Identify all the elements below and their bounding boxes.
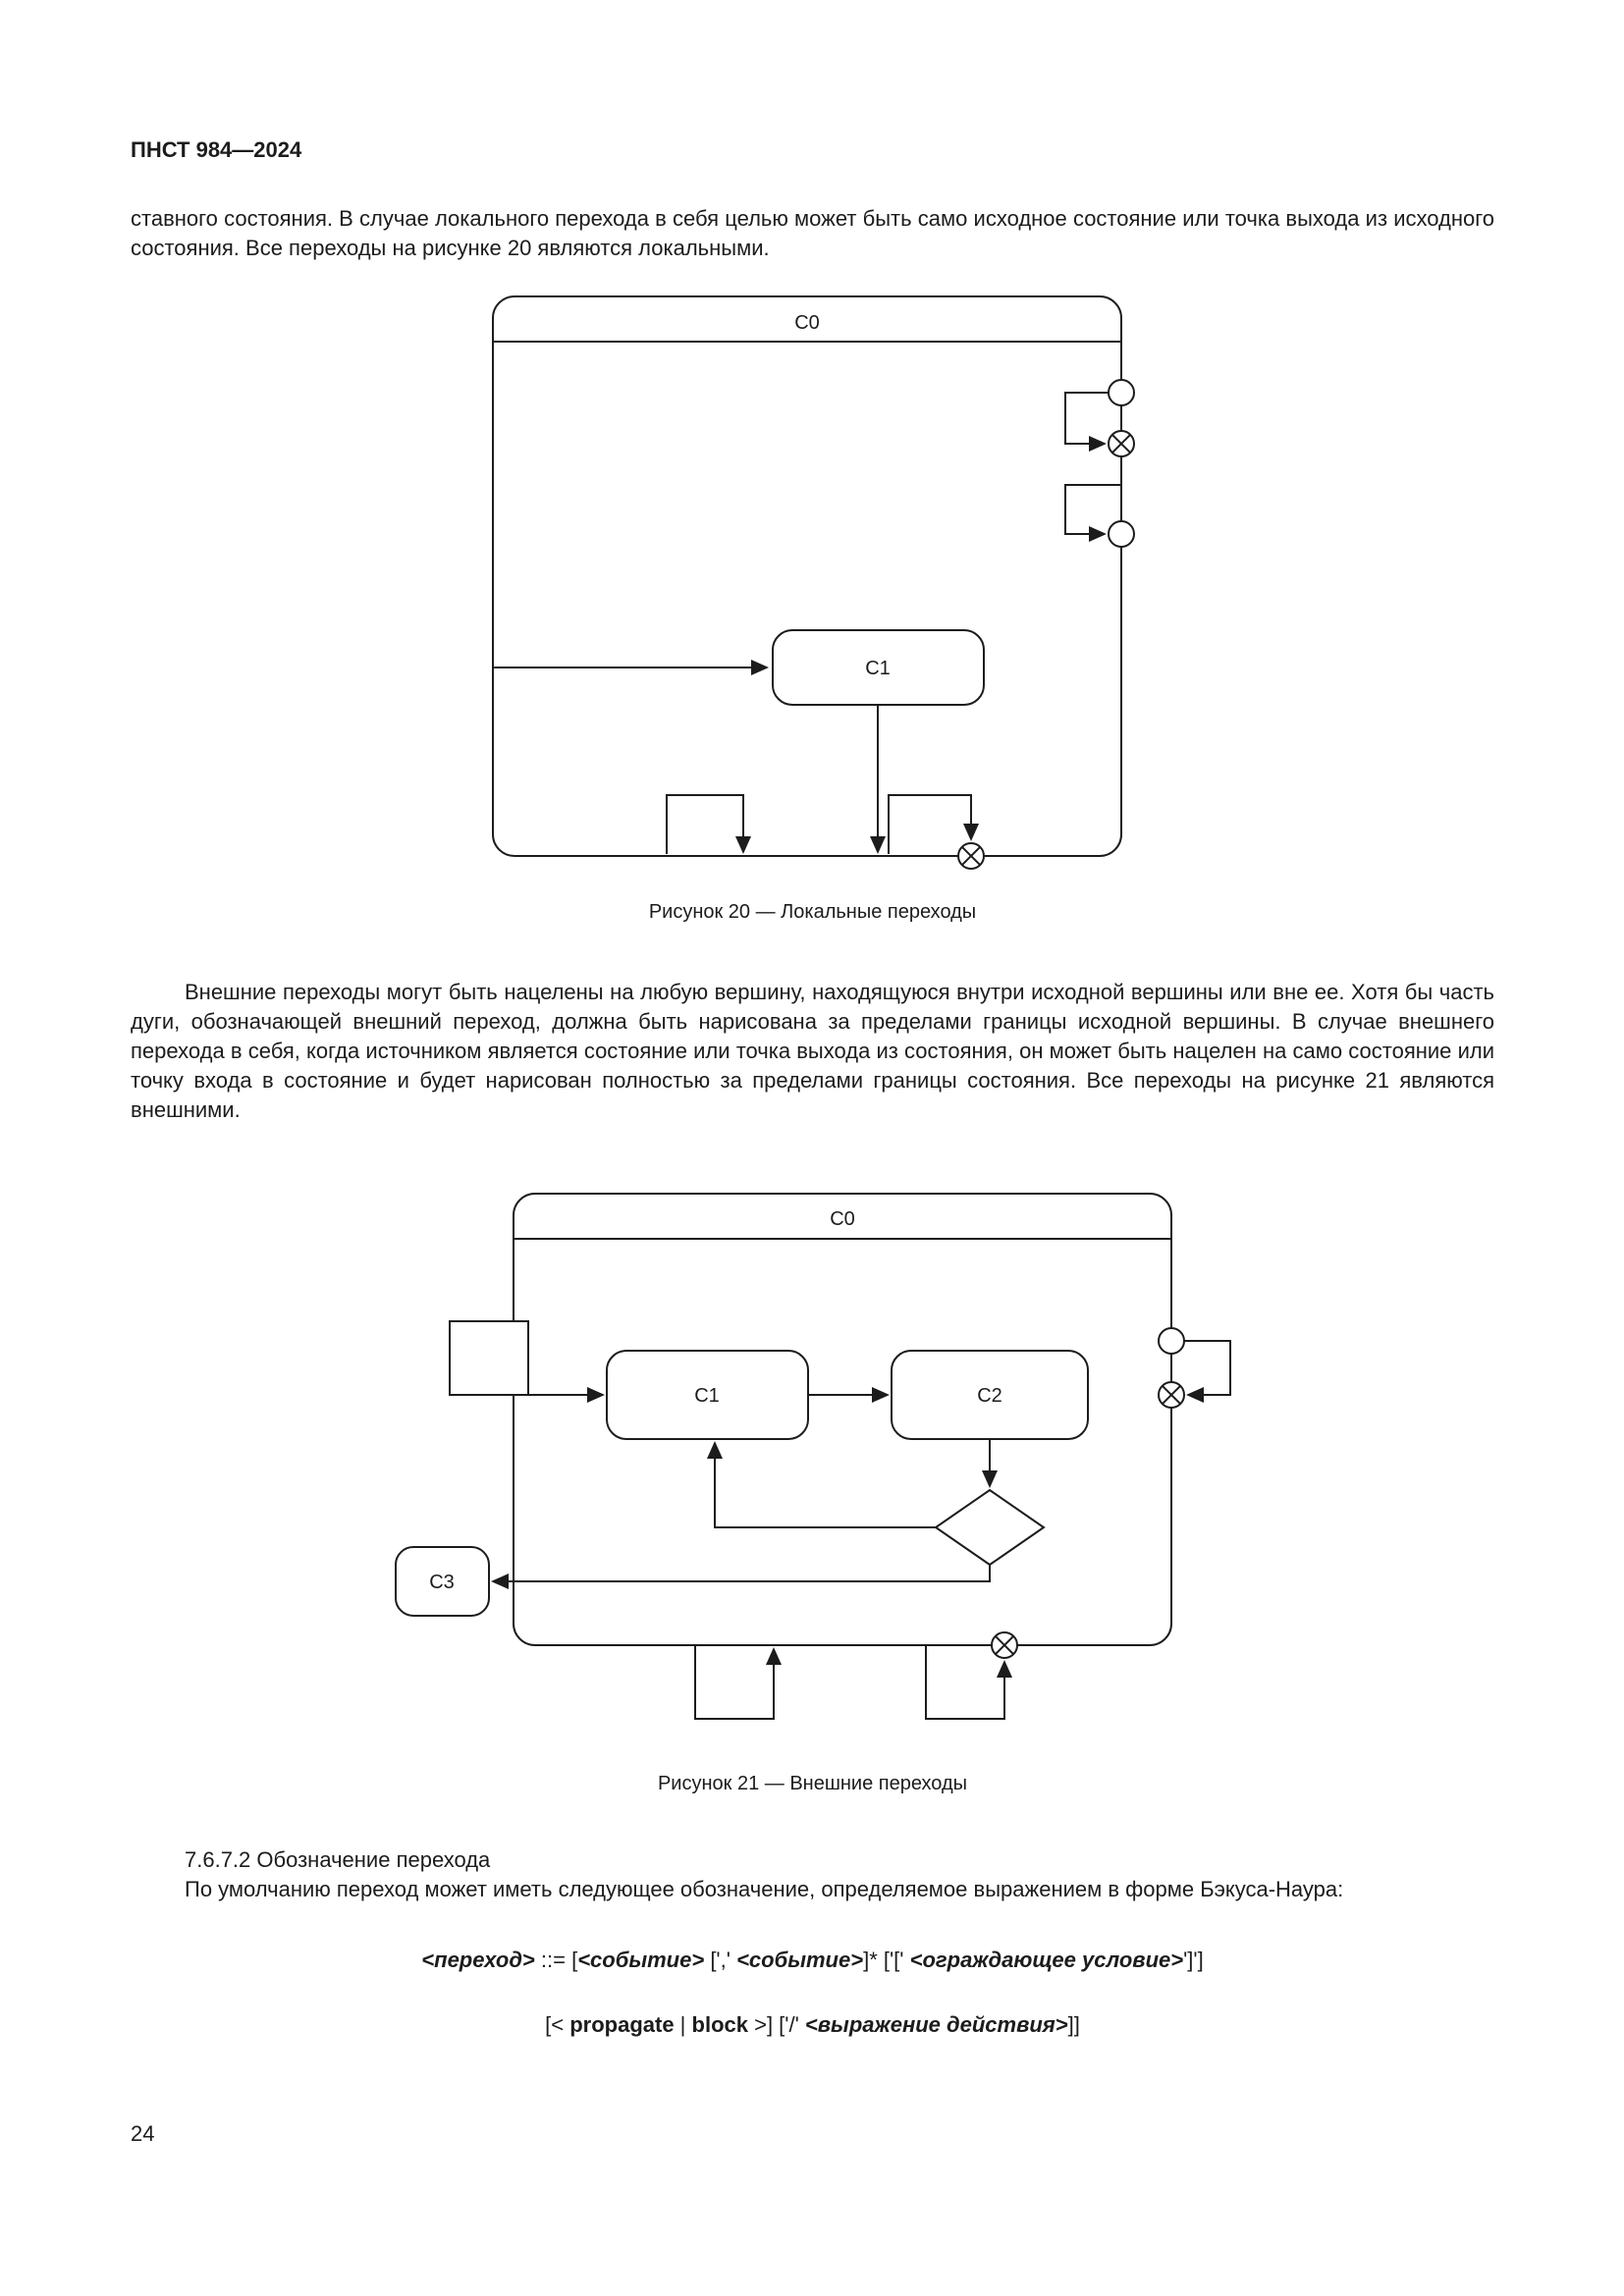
paragraph-3: По умолчанию переход может иметь следующее обозначение, определяемое выражением в форме Бэкуса-Наура: xyxy=(185,1877,1344,1901)
state-c3-label: C3 xyxy=(428,1572,455,1593)
figure-20-diagram xyxy=(489,293,1137,874)
figure-20-caption: Рисунок 20 — Локальные переходы xyxy=(648,901,977,923)
exit-point-bottom xyxy=(992,1632,1017,1658)
bnf-expression-line-1 xyxy=(131,1946,1494,1975)
bnf-token: ::= [ xyxy=(534,1948,578,1972)
bnf-token: <выражение действия> xyxy=(804,2012,1068,2037)
page-number: 24 xyxy=(131,2121,155,2146)
figure-21-caption: Рисунок 21 — Внешние переходы xyxy=(657,1773,968,1794)
transition-self-loop-bottom-left xyxy=(695,1645,774,1719)
bnf-token: propagate xyxy=(569,2012,675,2037)
transition-loop-to-exit-bottom xyxy=(926,1645,1004,1719)
paragraph-2: Внешние переходы могут быть нацелены на любую вершину, находящуюся внутри исходной вершины или вне ее. Хотя бы часть дуги, обозначающей внешний переход, должна быть нарисована за пределами границы исходной вершины. В случае внешнего перехода в себя, когда источником является состояние или точка выхода из состояния, он может быть нацелен на само состояние или точку входа в состояние и будет нарисован полностью за пределами границы состояния. Все переходы на рисунке 21 являются внешними. xyxy=(131,980,1494,1122)
figure-20 xyxy=(131,293,1494,927)
transition-entry-to-exit-right xyxy=(1184,1341,1230,1395)
paragraph-1: ставного состояния. В случае локального перехода в себя целью может быть само исходное состояние или точка выхода из исходного состояния. Все переходы на рисунке 20 являются локальными. xyxy=(131,206,1494,260)
exit-point-bottom xyxy=(958,843,984,869)
bnf-token: [',' xyxy=(704,1948,737,1972)
state-c1-label: C1 xyxy=(693,1385,720,1407)
bnf-token: <переход> xyxy=(421,1948,535,1972)
entry-point-top-right xyxy=(1159,1328,1184,1354)
bnf-expression-line-2 xyxy=(131,2010,1494,2040)
bnf-token: <ограждающее условие> xyxy=(909,1948,1184,1972)
bnf-token: <событие> xyxy=(577,1948,705,1972)
bnf-token: ]] xyxy=(1067,2012,1080,2037)
entry-point-right-lower xyxy=(1109,521,1134,547)
exit-point-right xyxy=(1109,431,1134,456)
state-c0-box xyxy=(493,296,1121,856)
bnf-token: >] ['/' xyxy=(747,2012,805,2037)
bnf-token: | xyxy=(674,2012,692,2037)
bnf-token: ]* ['[' xyxy=(863,1948,910,1972)
external-source-box-left xyxy=(450,1321,528,1395)
bnf-token: block xyxy=(691,2012,748,2037)
figure-21 xyxy=(131,1184,1494,1798)
bnf-token: ']'] xyxy=(1183,1948,1204,1972)
figure-21-diagram xyxy=(381,1184,1245,1745)
exit-point-right xyxy=(1159,1382,1184,1408)
bnf-token: <событие> xyxy=(736,1948,864,1972)
state-c1-label: C1 xyxy=(864,658,891,679)
state-c0-label: C0 xyxy=(829,1208,855,1230)
section-heading: 7.6.7.2 Обозначение перехода xyxy=(185,1847,491,1872)
state-c0-label: C0 xyxy=(793,312,820,334)
page-footer xyxy=(131,2060,1494,2149)
document-header xyxy=(131,135,1494,165)
state-c2-label: C2 xyxy=(976,1385,1002,1407)
entry-point-top-right xyxy=(1109,380,1134,405)
bnf-token: [< xyxy=(545,2012,570,2037)
document-code: ПНСТ 984—2024 xyxy=(131,137,302,162)
